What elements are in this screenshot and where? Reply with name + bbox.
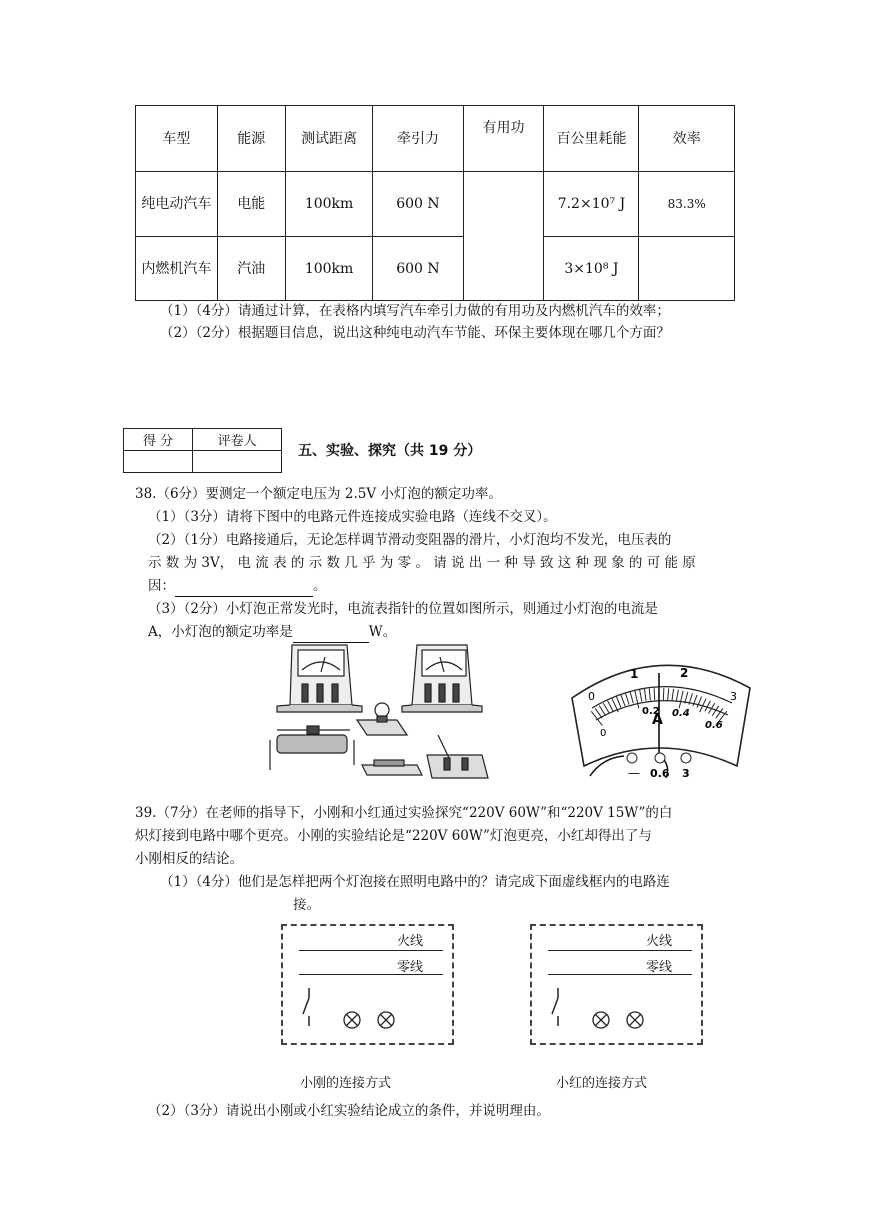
switch-icon bbox=[303, 988, 309, 1026]
dial-tick bbox=[663, 688, 664, 700]
useful-work-cell bbox=[463, 172, 544, 301]
neutral-line-label: 零线 bbox=[397, 960, 424, 975]
section-heading: 五、实验、探究（共 19 分） bbox=[298, 443, 482, 459]
q38-part2: （2）（1分）电路接通后，无论怎样调节滑动变阻器的滑片，小灯泡均不发光，电压表的 bbox=[148, 532, 672, 548]
vehicle-table bbox=[135, 105, 735, 301]
ammeter-device-icon bbox=[277, 645, 362, 712]
caption-xiaohong: 小红的连接方式 bbox=[556, 1076, 648, 1091]
circuit-components-figure bbox=[262, 640, 502, 790]
q39-part2: （2）（3分）请说出小刚或小红实验结论成立的条件，并说明理由。 bbox=[148, 1103, 550, 1119]
scale-label: 2 bbox=[680, 666, 689, 680]
table-header-cell: 测试距离 bbox=[285, 106, 373, 172]
table-cell: 3×10⁸ J bbox=[544, 237, 639, 301]
table-cell: 纯电动汽车 bbox=[136, 172, 218, 237]
bulb-icon bbox=[357, 703, 407, 735]
table-row bbox=[136, 172, 735, 237]
table-header-cell: 百公里耗能 bbox=[544, 106, 639, 172]
ammeter-dial-figure bbox=[562, 648, 757, 780]
q38-part2-answer bbox=[148, 575, 327, 597]
neutral-line bbox=[548, 974, 692, 975]
table-cell: 600 N bbox=[373, 172, 463, 237]
q38-part3: （3）（2分）小灯泡正常发光时，电流表指针的位置如图所示，则通过小灯泡的电流是 bbox=[148, 601, 658, 617]
voltmeter-device-icon bbox=[402, 645, 482, 712]
table-cell: 内燃机汽车 bbox=[136, 237, 218, 301]
lamp-icon bbox=[344, 1012, 360, 1028]
score-label: 得 分 bbox=[124, 429, 193, 451]
q37-part1: （1）（4分）请通过计算，在表格内填写汽车牵引力做的有用功及内燃机汽车的效率； bbox=[160, 303, 670, 319]
scale-label: 0.6 bbox=[705, 720, 723, 731]
table-cell: 汽油 bbox=[217, 237, 285, 301]
neutral-line bbox=[299, 974, 443, 975]
fire-line bbox=[299, 950, 443, 951]
xiaohong-circuit-box[interactable] bbox=[530, 924, 703, 1045]
knife-switch-icon bbox=[427, 735, 488, 778]
q38-power-unit: W。 bbox=[368, 624, 397, 640]
q39-line2: 炽灯接到电路中哪个更亮。小刚的实验结论是“220V 60W”灯泡更亮，小红却得出了与 bbox=[135, 828, 652, 844]
grader-label: 评卷人 bbox=[193, 429, 282, 451]
caption-xiaogang: 小刚的连接方式 bbox=[300, 1076, 392, 1091]
score-cell bbox=[124, 451, 193, 473]
scale-label: 0.4 bbox=[672, 708, 690, 719]
terminal-label: 0.6 bbox=[650, 767, 670, 780]
terminal-label: 3 bbox=[682, 767, 690, 780]
terminal-3 bbox=[681, 753, 691, 763]
switch-icon bbox=[552, 988, 558, 1026]
table-cell bbox=[639, 237, 735, 301]
scale-label: 0 bbox=[588, 690, 595, 703]
unit-label: A bbox=[652, 712, 663, 728]
fire-line-label: 火线 bbox=[397, 934, 424, 949]
q38-part1: （1）（3分）请将下图中的电路元件连接成实验电路（连线不交叉）。 bbox=[148, 509, 557, 525]
score-box bbox=[123, 428, 282, 473]
q39-line1: 39.（7分）在老师的指导下，小刚和小红通过实验探究“220V 60W”和“220V 15W”的白 bbox=[135, 805, 673, 821]
table-header-cell: 效率 bbox=[639, 106, 735, 172]
lamp-icon bbox=[378, 1012, 394, 1028]
neutral-line-label: 零线 bbox=[646, 960, 673, 975]
table-cell: 83.3% bbox=[639, 172, 735, 237]
q38-reason-end: 。 bbox=[313, 578, 327, 594]
terminal-label: — bbox=[628, 766, 640, 780]
reason-blank[interactable] bbox=[175, 582, 313, 597]
table-header-cell: 能源 bbox=[217, 106, 285, 172]
scale-label: 0.2 bbox=[642, 706, 660, 717]
terminal-0-6 bbox=[655, 753, 665, 763]
q39-part1: （1）（4分）他们是怎样把两个灯泡接在照明电路中的？请完成下面虚线框内的电路连 bbox=[160, 874, 670, 890]
table-header-cell: 有用功 bbox=[463, 106, 544, 172]
table-cell: 100km bbox=[285, 172, 373, 237]
scale-label: 0 bbox=[600, 728, 607, 739]
q38-part2-cont: 示 数 为 3V， 电 流 表 的 示 数 几 乎 为 零 。 请 说 出 一 种 导 致 这 种 现 象 的 可 能 原 bbox=[148, 555, 696, 571]
scale-label: 3 bbox=[730, 690, 737, 703]
dial-tick bbox=[654, 688, 655, 700]
terminal-neg bbox=[627, 753, 637, 763]
table-cell: 100km bbox=[285, 237, 373, 301]
table-cell: 电能 bbox=[217, 172, 285, 237]
q38-current-unit: A，小灯泡的额定功率是 bbox=[148, 624, 293, 640]
q38-stem: 38.（6分）要测定一个额定电压为 2.5V 小灯泡的额定功率。 bbox=[135, 486, 502, 502]
grader-cell bbox=[193, 451, 282, 473]
fire-line-label: 火线 bbox=[646, 934, 673, 949]
rheostat-icon bbox=[270, 726, 354, 770]
scale-label: 1 bbox=[630, 667, 639, 681]
q39-part1-cont: 接。 bbox=[293, 897, 320, 913]
q39-line3: 小刚相反的结论。 bbox=[135, 851, 243, 867]
lamp-icon bbox=[627, 1012, 643, 1028]
q38-reason-label: 因： bbox=[148, 578, 175, 594]
fire-line bbox=[548, 950, 692, 951]
q37-part2: （2）（2分）根据题目信息，说出这种纯电动汽车节能、环保主要体现在哪几个方面？ bbox=[160, 325, 670, 341]
table-header-row bbox=[136, 106, 735, 172]
xiaogang-circuit-box[interactable] bbox=[281, 924, 454, 1045]
table-cell: 600 N bbox=[373, 237, 463, 301]
lamp-icon bbox=[593, 1012, 609, 1028]
table-row bbox=[136, 237, 735, 301]
table-header-cell: 车型 bbox=[136, 106, 218, 172]
table-cell: 7.2×10⁷ J bbox=[544, 172, 639, 237]
table-header-cell: 牵引力 bbox=[373, 106, 463, 172]
battery-holder-icon bbox=[362, 760, 422, 775]
